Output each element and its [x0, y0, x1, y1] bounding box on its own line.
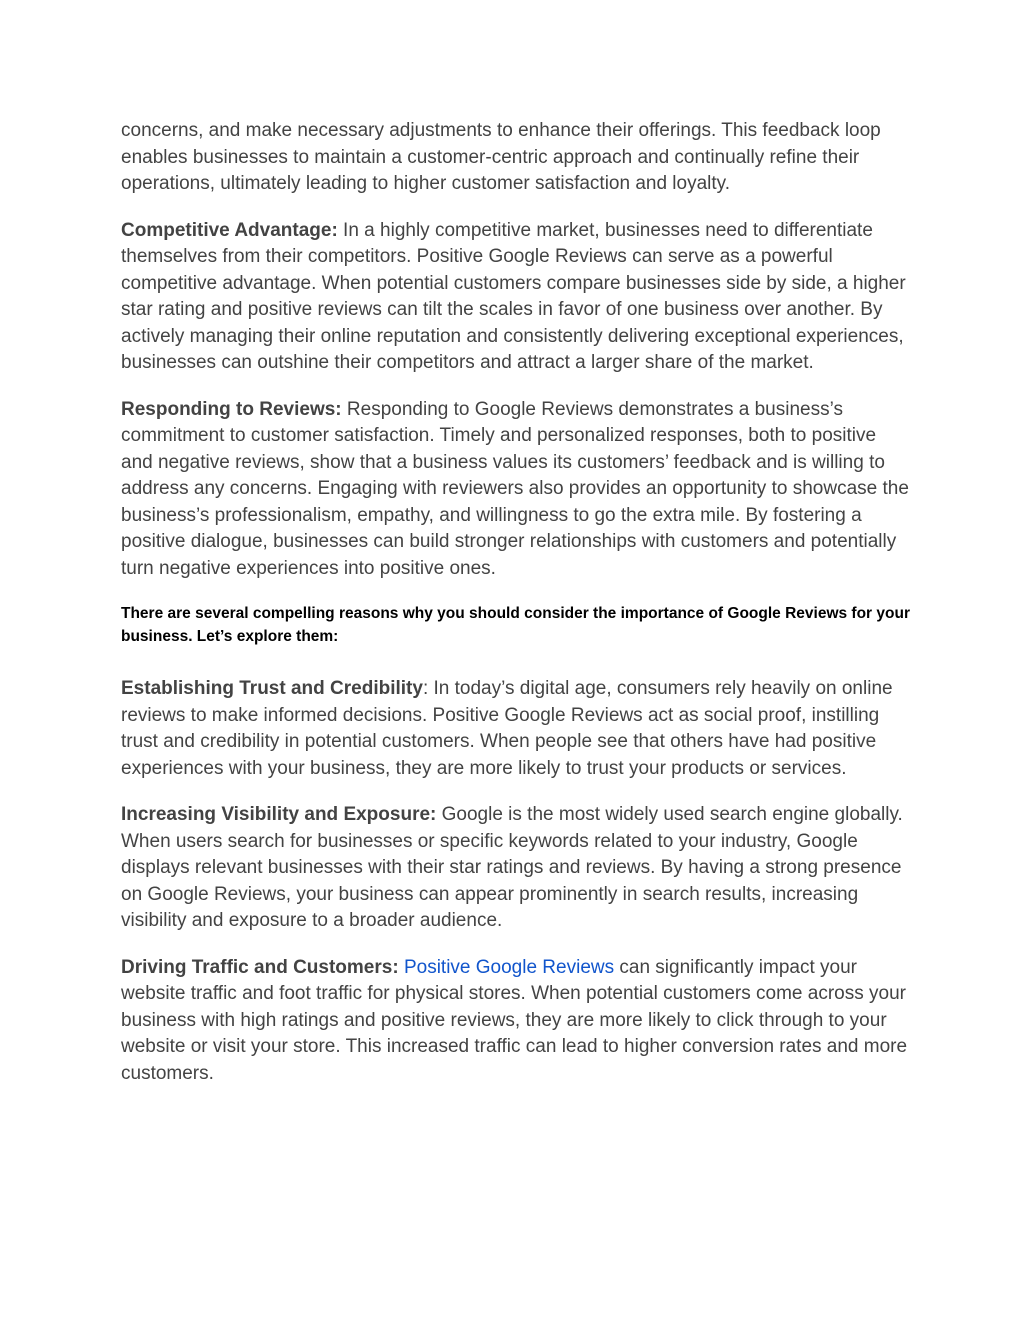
competitive-advantage-text: In a highly competitive market, businesses need to differentiate themselves from their competitors. Positive Google Reviews can serve as a powerful competitive advantage. When potential customers compare businesses side by side, a higher star rating and positive reviews can tilt the scales in favor of one business over another. By actively managing their online reputation and consistently delivering exceptional experiences, businesses can outshine their competitors and attract a larger share of the market.: [121, 219, 906, 373]
trust-credibility-heading: Establishing Trust and Credibility: [121, 678, 423, 699]
driving-traffic-text: can significantly impact your website traffic and foot traffic for physical stores. When potential customers come across your business with high ratings and positive reviews, they are more likely to click through to your website or visit your store. This increased traffic can lead to higher conversion rates and more customers.: [121, 956, 908, 1084]
trust-credibility-paragraph: [121, 676, 911, 782]
intro-paragraph: [121, 118, 911, 198]
reasons-intro-text: There are several compelling reasons why you should consider the importance of Google Reviews for your business. Let’s explore them:: [121, 605, 910, 645]
visibility-exposure-text: Google is the most widely used search engine globally. When users search for businesses or specific keywords related to your industry, Google displays relevant businesses with their star ratings and reviews. By having a strong presence on Google Reviews, your business can appear prominently in search results, increasing visibility and exposure to a broader audience.: [121, 804, 903, 931]
driving-traffic-paragraph: [121, 955, 911, 1088]
responding-to-reviews-text: Responding to Google Reviews demonstrates a business’s commitment to customer satisfaction. Timely and personalized responses, both to positive and negative reviews, show that a business values its customers’ feedback and is willing to address any concerns. Engaging with reviewers also provides an opportunity to showcase the business’s professionalism, empathy, and willingness to go the extra mile. By fostering a positive dialogue, businesses can build stronger relationships with customers and potentially turn negative experiences into positive ones.: [121, 398, 909, 579]
intro-text: concerns, and make necessary adjustments to enhance their offerings. This feedback loop enables businesses to maintain a customer-centric approach and continually refine their operations, ultimately leading to higher customer satisfaction and loyalty.: [121, 120, 881, 194]
reasons-intro-note: [121, 602, 911, 648]
responding-to-reviews-paragraph: [121, 397, 911, 583]
driving-traffic-heading: Driving Traffic and Customers:: [121, 956, 399, 978]
positive-google-reviews-link[interactable]: Positive Google Reviews: [403, 956, 615, 978]
visibility-exposure-paragraph: [121, 802, 911, 935]
trust-credibility-text: : In today’s digital age, consumers rely heavily on online reviews to make informed decisions. Positive Google Reviews act as social proof, instilling trust and credibility in potential customers. When people see that others have had positive experiences with your business, they are more likely to trust your products or services.: [121, 678, 893, 779]
document-page: [121, 118, 911, 1107]
competitive-advantage-heading: Competitive Advantage:: [121, 219, 338, 241]
responding-to-reviews-heading: Responding to Reviews:: [121, 398, 342, 420]
competitive-advantage-paragraph: [121, 218, 911, 377]
visibility-exposure-heading: Increasing Visibility and Exposure:: [121, 804, 437, 825]
